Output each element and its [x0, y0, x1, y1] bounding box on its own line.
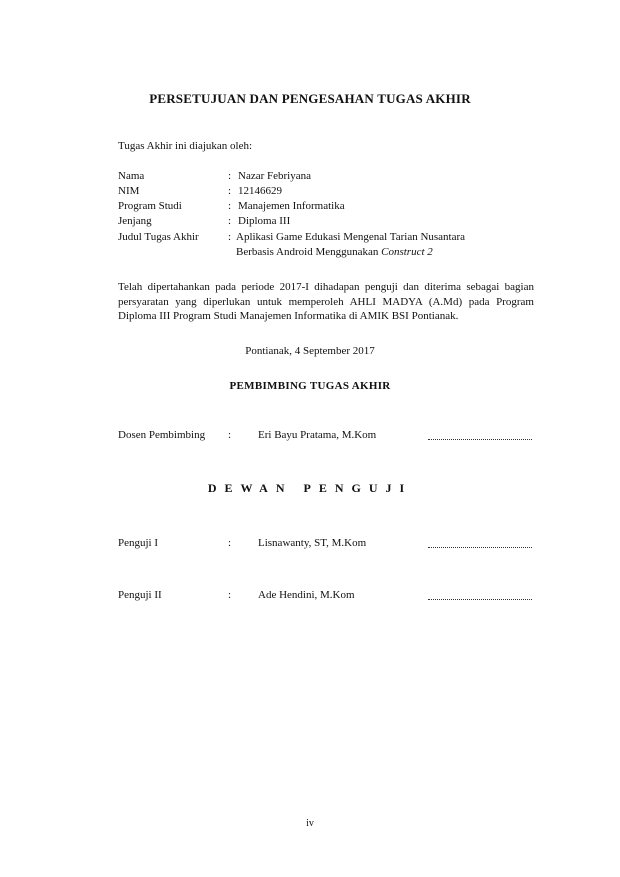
place-date: Pontianak, 4 September 2017	[245, 345, 375, 357]
penguji-1-name: Lisnawanty, ST, M.Kom	[258, 537, 367, 549]
colon: :	[228, 537, 232, 549]
colon: :	[228, 200, 232, 212]
penguji-heading: DEWAN PENGUJI	[207, 481, 413, 495]
intro-text: Tugas Akhir ini diajukan oleh:	[118, 140, 253, 152]
field-value-nama: Nazar Febriyana	[238, 170, 311, 182]
colon: :	[228, 170, 232, 182]
field-label-judul: Judul Tugas Akhir	[118, 231, 199, 243]
field-value-jenjang: Diploma III	[238, 215, 291, 227]
page-number: iv	[306, 818, 314, 829]
penguji-1-label: Penguji I	[118, 537, 159, 549]
colon: :	[228, 185, 232, 197]
pembimbing-name: Eri Bayu Pratama, M.Kom	[258, 429, 377, 441]
signature-line	[428, 429, 532, 440]
signature-line	[428, 537, 532, 548]
field-label-nama: Nama	[118, 170, 145, 182]
field-value-nim: 12146629	[238, 185, 282, 197]
pembimbing-heading: PEMBIMBING TUGAS AKHIR	[229, 380, 391, 392]
field-label-nim: NIM	[118, 185, 140, 197]
field-label-jenjang: Jenjang	[118, 215, 152, 227]
judul-italic-text: Construct 2	[381, 246, 433, 258]
field-value-program-studi: Manajemen Informatika	[238, 200, 345, 212]
colon: :	[228, 215, 232, 227]
approval-paragraph: Telah dipertahankan pada periode 2017-I dihadapan penguji dan diterima sebagai bagian persyaratan yang diperlukan untuk memperoleh AHLI MADYA (A.Md) pada Program Diploma III Program Studi Manajemen Informatika di AMIK BSI Pontianak.	[118, 281, 534, 322]
colon: :	[228, 429, 232, 441]
field-value-judul-line2	[236, 246, 433, 258]
colon: :	[228, 589, 232, 601]
field-label-program-studi: Program Studi	[118, 200, 182, 212]
penguji-2-label: Penguji II	[118, 589, 162, 601]
pembimbing-label: Dosen Pembimbing	[118, 429, 206, 441]
penguji-2-name: Ade Hendini, M.Kom	[258, 589, 355, 601]
signature-line	[428, 589, 532, 600]
colon: :	[228, 231, 232, 243]
field-value-judul: Aplikasi Game Edukasi Mengenal Tarian Nusantara	[236, 231, 466, 243]
judul-line2-text: Berbasis Android Menggunakan	[236, 246, 382, 258]
page-title: PERSETUJUAN DAN PENGESAHAN TUGAS AKHIR	[149, 91, 471, 106]
